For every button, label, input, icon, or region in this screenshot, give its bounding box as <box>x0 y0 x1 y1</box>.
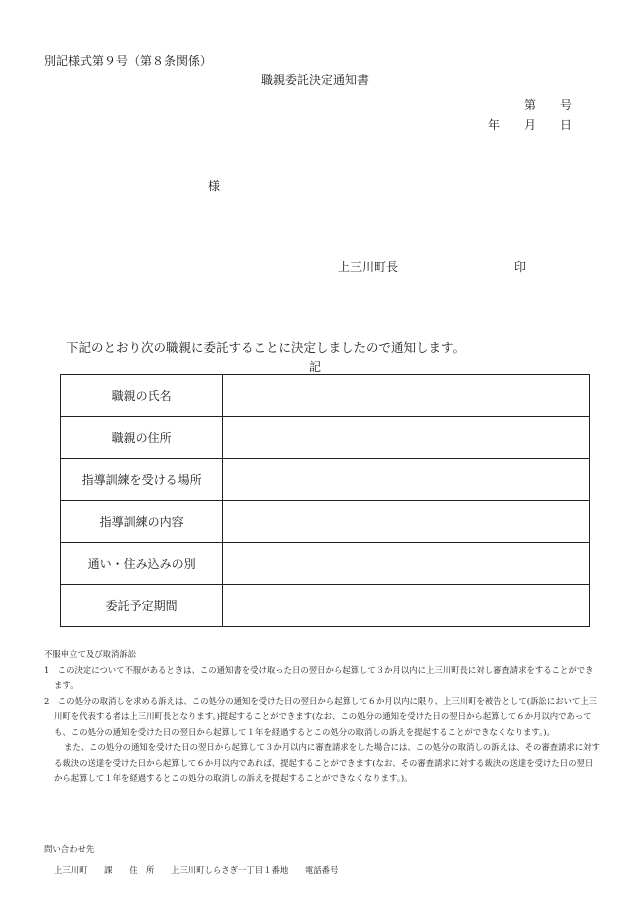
row-value <box>223 543 590 585</box>
appeal-notes <box>44 647 600 787</box>
contact-phone-label: 電話番号 <box>304 865 339 875</box>
contact-org: 上三川町 <box>54 865 88 875</box>
document-date: 年 月 日 <box>488 118 573 132</box>
table-row <box>61 543 590 585</box>
addressee-suffix: 様 <box>208 179 221 193</box>
row-label: 指導訓練の内容 <box>61 501 223 543</box>
seal-mark: 印 <box>514 260 527 274</box>
notes-heading: 不服申立て及び取消訴訟 <box>44 649 137 659</box>
row-value <box>223 417 590 459</box>
row-label: 指導訓練を受ける場所 <box>61 459 223 501</box>
row-value <box>223 585 590 627</box>
contact-line <box>54 864 352 876</box>
document-number: 第 号 <box>524 98 573 112</box>
table-row <box>61 459 590 501</box>
contact-section: 課 <box>104 865 113 875</box>
note-item: また、この処分の通知を受けた日の翌日から起算して３か月以内に審査請求をした場合には、この処分の取消しの訴えは、その審査請求に対する裁決の送達を受けた日から起算して６か月以内であれば、提起することができます(なお、その審査請求に対する裁決の送達を受けた日の翌日から起算して１年を経過するとこの処分の取消しの訴えを提起することができなくなります。)。 <box>54 742 600 783</box>
table-row <box>61 375 590 417</box>
intro-text: 下記のとおり次の職親に委託することに決定しましたので通知します。 <box>66 340 466 355</box>
contact-address: 上三川町しらさぎ一丁目１番地 <box>171 865 289 875</box>
table-row <box>61 501 590 543</box>
note-item: 1 この決定について不服があるときは、この通知書を受け取った日の翌日から起算して３か月以内に上三川町長に対し審査請求をすることができます。 <box>44 664 594 690</box>
contact-address-label: 住 所 <box>129 865 155 875</box>
table-row <box>61 417 590 459</box>
row-value <box>223 501 590 543</box>
row-label: 職親の氏名 <box>61 375 223 417</box>
form-reference: 別記様式第９号（第８条関係） <box>44 54 213 68</box>
contact-heading: 問い合わせ先 <box>44 844 95 854</box>
row-label: 通い・住み込みの別 <box>61 543 223 585</box>
note-item: 2 この処分の取消しを求める訴えは、この処分の通知を受けた日の翌日から起算して６か月以内に限り、上三川町を被告として(訴訟において上三川町を代表する者は上三川町長となります。)提起することができます(なお、この処分の通知を受けた日の翌日から起算して６か月以内であっても、この処分の通知を受けた日の翌日から起算して１年を経過するとこの処分の取消しの訴えを提起することができなくなります。)。 <box>44 695 597 737</box>
row-value <box>223 375 590 417</box>
issuer-name: 上三川町長 <box>338 260 399 274</box>
document-title: 職親委託決定通知書 <box>260 73 369 87</box>
table-row <box>61 585 590 627</box>
row-label: 委託予定期間 <box>61 585 223 627</box>
ki-heading: 記 <box>308 360 321 374</box>
row-value <box>223 459 590 501</box>
row-label: 職親の住所 <box>61 417 223 459</box>
detail-table <box>60 374 590 627</box>
